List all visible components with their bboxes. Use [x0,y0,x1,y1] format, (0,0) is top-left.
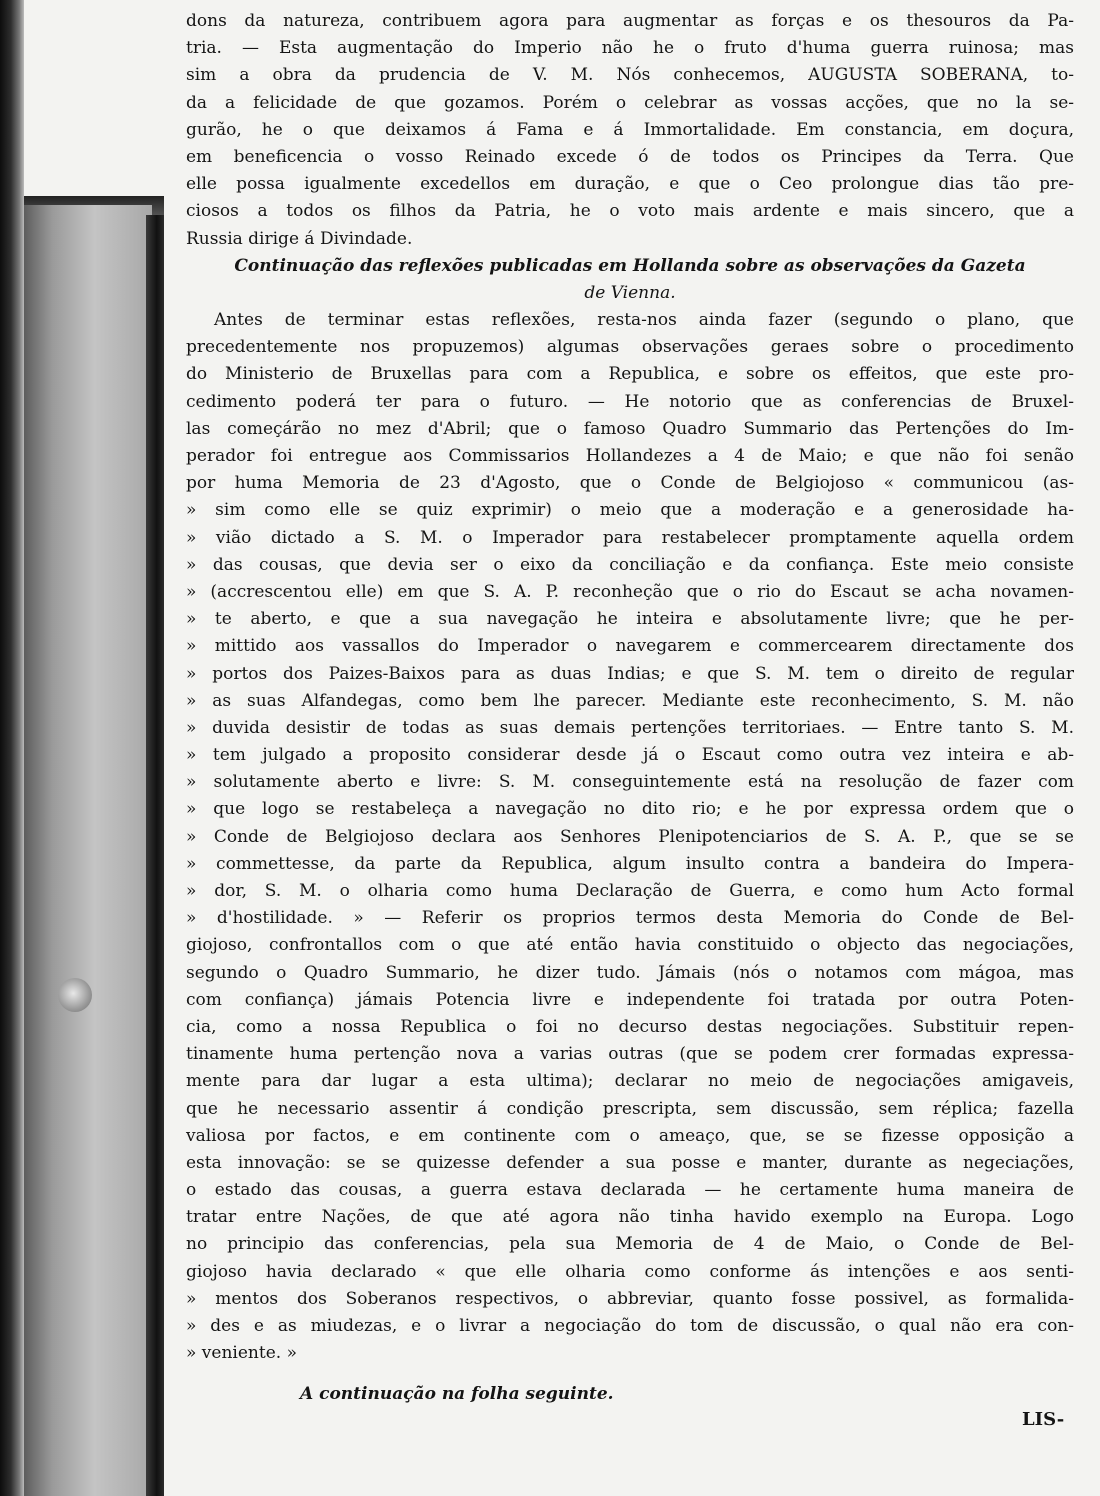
text-line: » commettesse, da parte da Republica, algum insulto contra a bandeira do Impera- [186,853,1074,874]
document-body [186,8,1074,1367]
text-line: Russia dirige á Divindade. [186,228,413,249]
text-line: mente para dar lugar a esta ultima); declarar no meio de negociações amigaveis, [186,1071,1074,1092]
paragraph-top [186,8,1074,253]
continuation-note: A continuação na folha seguinte. [300,1384,614,1404]
text-line: » d'hostilidade. » — Referir os proprios termos desta Memoria do Conde de Bel- [186,908,1074,929]
text-line: giojoso havia declarado « que elle olharia como conforme ás intenções e aos senti- [186,1261,1074,1282]
text-line: » dor, S. M. o olharia como huma Declaração de Guerra, e como hum Acto formal [186,881,1074,901]
text-line: elle possa igualmente excedellos em duração, e que o Ceo prolongue dias tão pre- [186,174,1074,195]
text-line: precedentemente nos propuzemos) algumas observações geraes sobre o procedimento [186,337,1074,358]
text-line: » (accrescentou elle) em que S. A. P. reconheção que o rio do Escaut se acha novamen- [186,581,1074,602]
text-line: cedimento poderá ter para o futuro. — He notorio que as conferencias de Bruxel- [186,391,1074,412]
text-line: que he necessario assentir á condição prescripta, sem discussão, sem réplica; fazella [186,1098,1074,1119]
text-line: segundo o Quadro Summario, he dizer tudo. Jámais (nós o notamos com mágoa, mas [186,962,1074,983]
paper-hole [58,978,92,1012]
text-line: » veniente. » [186,1343,297,1364]
text-line: esta innovação: se se quizesse defender a sua posse e manter, durante as negeciações, [186,1152,1074,1173]
underlying-page-edge [24,205,152,1496]
text-line: Antes de terminar estas reflexões, resta-nos ainda fazer (segundo o plano, que [214,310,1074,331]
catchword: LIS- [1022,1409,1065,1430]
text-line: » solutamente aberto e livre: S. M. conseguintemente está na resolução de fazer com [186,772,1074,793]
text-line: » das cousas, que devia ser o eixo da conciliação e da confiança. Este meio consiste [186,554,1074,575]
section-heading [186,253,1074,307]
text-line: » que logo se restabeleça a navegação no dito rio; e he por expressa ordem que o [186,799,1074,820]
text-line: tinamente huma pertenção nova a varias outras (que se podem crer formadas expressa- [186,1044,1074,1065]
text-line: tria. — Esta augmentação do Imperio não he o fruto d'huma guerra ruinosa; mas [186,38,1074,59]
text-line: dons da natureza, contribuem agora para augmentar as forças e os thesouros da Pa- [186,11,1074,31]
paragraph-main [186,307,1074,1367]
text-line: tratar entre Nações, de que até agora não tinha havido exemplo na Europa. Logo [186,1207,1074,1228]
text-line: » as suas Alfandegas, como bem lhe parecer. Mediante este reconhecimento, S. M. não [186,690,1074,711]
text-line: » sim como elle se quiz exprimir) o meio que a moderação e a generosidade ha- [186,500,1074,521]
heading-line-2: de Vienna. [584,282,676,303]
text-line: por huma Memoria de 23 d'Agosto, que o Conde de Belgiojoso « communicou (as- [186,473,1074,494]
text-line: perador foi entregue aos Commissarios Hollandezes a 4 de Maio; e que não foi senão [186,446,1074,466]
text-line: da a felicidade de que gozamos. Porém o celebrar as vossas acções, que no la se- [186,92,1074,113]
text-line: valiosa por factos, e em continente com o ameaço, que, se se fizesse opposição a [186,1125,1074,1146]
text-line: no principio das conferencias, pela sua Memoria de 4 de Maio, o Conde de Bel- [186,1234,1074,1255]
page-fold-shadow [146,215,164,1496]
text-line: » mittido aos vassallos do Imperador o navegarem e commercearem directamente dos [186,636,1074,657]
text-line: do Ministerio de Bruxellas para com a Republica, e sobre os effeitos, que este pro- [186,364,1074,385]
text-line: cia, como a nossa Republica o foi no decurso destas negociações. Substituir repen- [186,1016,1074,1037]
text-line: ciosos a todos os filhos da Patria, he o voto mais ardente e mais sincero, que a [186,201,1074,222]
text-line: » te aberto, e que a sua navegação he inteira e absolutamente livre; que he per- [186,609,1074,630]
text-line: o estado das cousas, a guerra estava declarada — he certamente huma maneira de [186,1180,1074,1201]
text-line: » des e as miudezas, e o livrar a negociação do tom de discussão, o qual não era con- [186,1316,1074,1336]
text-line: giojoso, confrontallos com o que até então havia constituido o objecto das negociações, [186,935,1074,956]
text-line: gurão, he o que deixamos á Fama e á Immortalidade. Em constancia, em doçura, [186,119,1074,140]
heading-line-1: Continuação das reflexões publicadas em Hollanda sobre as observações da Gazeta [234,255,1026,276]
text-line: » portos dos Paizes-Baixos para as duas Indias; e que S. M. tem o direito de regular [186,663,1074,684]
text-line: » mentos dos Soberanos respectivos, o abbreviar, quanto fosse possivel, as formalida- [186,1288,1074,1309]
text-line: » Conde de Belgiojoso declara aos Senhores Plenipotenciarios de S. A. P., que se se [186,826,1074,847]
text-line: com confiança) jámais Potencia livre e independente foi tratada por outra Poten- [186,989,1074,1010]
text-line: em beneficencia o vosso Reinado excede ó de todos os Principes da Terra. Que [186,146,1074,167]
text-line: » duvida desistir de todas as suas demais pertenções territoriaes. — Entre tanto S. M. [186,717,1074,738]
book-binding-shadow [0,0,24,1496]
text-line: » vião dictado a S. M. o Imperador para restabelecer promptamente aquella ordem [186,527,1074,548]
text-line: las começárão no mez d'Abril; que o famoso Quadro Summario das Pertenções do Im- [186,418,1074,439]
text-line: » tem julgado a proposito considerar desde já o Escaut como outra vez inteira e ab- [186,745,1074,766]
text-line: sim a obra da prudencia de V. M. Nós conhecemos, AUGUSTA SOBERANA, to- [186,65,1074,86]
